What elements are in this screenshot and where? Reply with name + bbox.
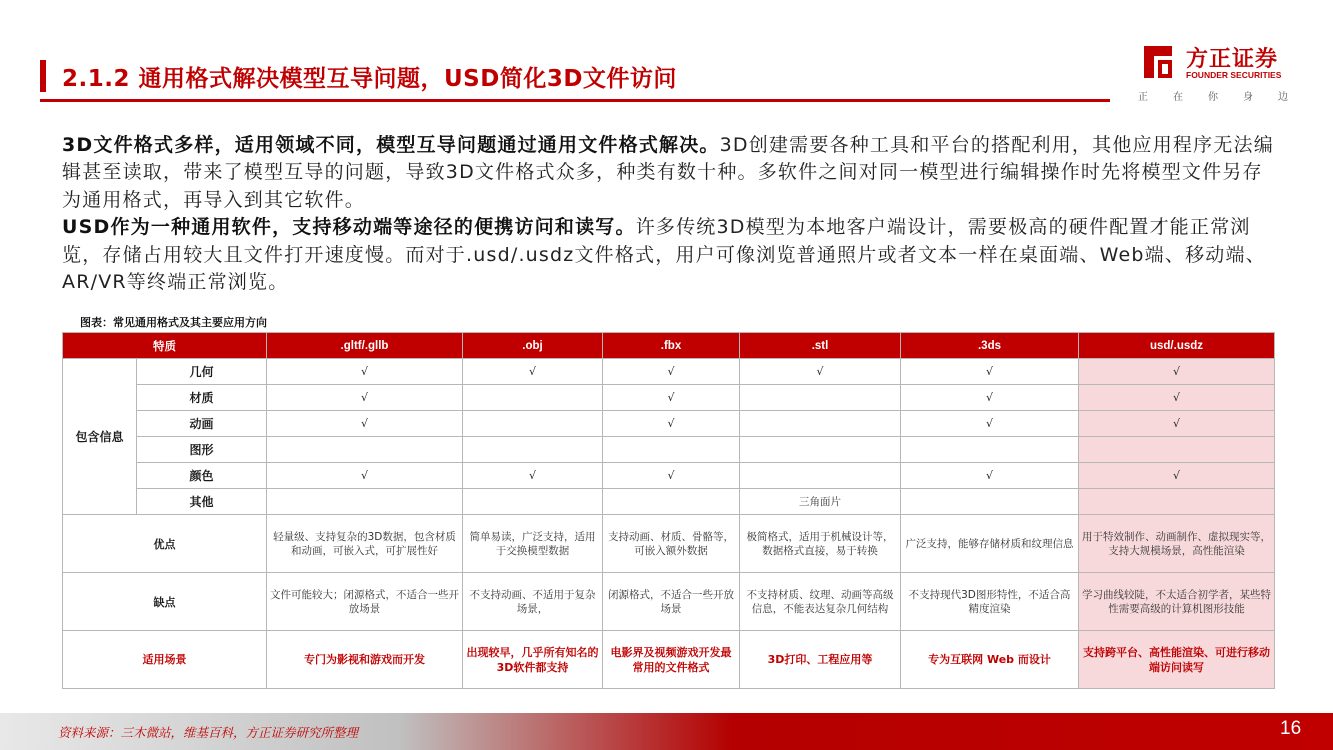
feature-name: 其他 bbox=[137, 489, 267, 515]
table-cell bbox=[603, 489, 740, 515]
header-3ds: .3ds bbox=[901, 333, 1079, 359]
table-cell: √ bbox=[267, 463, 463, 489]
table-cell: 不支持动画、不适用于复杂场景， bbox=[463, 573, 603, 631]
table-cell: √ bbox=[603, 411, 740, 437]
table-cell: √ bbox=[901, 463, 1079, 489]
slogan-char: 你 bbox=[1208, 92, 1218, 103]
table-cell: 三角面片 bbox=[740, 489, 901, 515]
table-cell: √ bbox=[267, 359, 463, 385]
slogan-char: 身 bbox=[1243, 92, 1253, 103]
cons-label: 缺点 bbox=[63, 573, 267, 631]
table-cell bbox=[740, 437, 901, 463]
title-accent-bar bbox=[40, 60, 46, 92]
pros-label: 优点 bbox=[63, 515, 267, 573]
table-cell bbox=[901, 489, 1079, 515]
header-gltf: .gltf/.gllb bbox=[267, 333, 463, 359]
feature-name: 图形 bbox=[137, 437, 267, 463]
paragraph-1 bbox=[62, 132, 1277, 214]
slogan-char: 在 bbox=[1173, 92, 1183, 103]
table-cell-usd: √ bbox=[1079, 385, 1275, 411]
group-label: 包含信息 bbox=[63, 359, 137, 515]
table-cell bbox=[740, 385, 901, 411]
slogan-char: 正 bbox=[1138, 92, 1148, 103]
table-cell bbox=[603, 437, 740, 463]
table-row bbox=[63, 411, 1275, 437]
table-cell bbox=[463, 437, 603, 463]
table-cell: √ bbox=[901, 411, 1079, 437]
paragraph-1-text: 3D创建需要各种工具和平台的搭配利用，其他应用程序无法编辑甚至读取，带来了模型互导的问题，导致3D文件格式众多，种类有数十种。多软件之间对同一模型进行编辑操作时先将模型文件另存为通用格式，再导入到其它软件。 bbox=[62, 134, 1274, 211]
header-usd: usd/.usdz bbox=[1079, 333, 1275, 359]
table-cell: 不支持材质、纹理、动画等高级信息，不能表达复杂几何结构 bbox=[740, 573, 901, 631]
applications-label: 适用场景 bbox=[63, 631, 267, 689]
table-cell: √ bbox=[463, 463, 603, 489]
table-cell-usd bbox=[1079, 489, 1275, 515]
table-cell: 不支持现代3D图形特性，不适合高精度渲染 bbox=[901, 573, 1079, 631]
table-cell bbox=[463, 489, 603, 515]
table-cell bbox=[901, 437, 1079, 463]
figure-label: 图表：常见通用格式及其主要应用方向 bbox=[80, 316, 267, 329]
table-cell: 电影界及视频游戏开发最常用的文件格式 bbox=[603, 631, 740, 689]
table-row bbox=[63, 385, 1275, 411]
table-cell: √ bbox=[603, 463, 740, 489]
page-title: 2.1.2 通用格式解决模型互导问题，USD简化3D文件访问 bbox=[62, 66, 677, 92]
table-cell bbox=[463, 411, 603, 437]
table-cell: 广泛支持，能够存储材质和纹理信息 bbox=[901, 515, 1079, 573]
table-cell: 极简格式，适用于机械设计等，数据格式直接，易于转换 bbox=[740, 515, 901, 573]
founder-logo-icon bbox=[1138, 42, 1178, 82]
table-header-row bbox=[63, 333, 1275, 359]
source-note: 资料来源：三木微站，维基百科，方正证券研究所整理 bbox=[58, 725, 359, 740]
table-cell: √ bbox=[901, 359, 1079, 385]
feature-name: 材质 bbox=[137, 385, 267, 411]
slogan-char: 边 bbox=[1278, 92, 1288, 103]
feature-name: 几何 bbox=[137, 359, 267, 385]
table-cell-usd: √ bbox=[1079, 411, 1275, 437]
table-row bbox=[63, 489, 1275, 515]
table-cell bbox=[267, 437, 463, 463]
table-cell bbox=[267, 489, 463, 515]
logo-name-cn: 方正证券 bbox=[1186, 47, 1279, 72]
logo-slogan bbox=[1138, 88, 1288, 103]
table-cell bbox=[740, 463, 901, 489]
table-cell-usd: 用于特效制作、动画制作、虚拟现实等，支持大规模场景，高性能渲染 bbox=[1079, 515, 1275, 573]
cons-row bbox=[63, 573, 1275, 631]
table-cell: √ bbox=[740, 359, 901, 385]
header-feature: 特质 bbox=[63, 333, 267, 359]
paragraph-1-lead: 3D文件格式多样，适用领域不同，模型互导问题通过通用文件格式解决。 bbox=[62, 134, 720, 156]
paragraph-2-text: 许多传统3D模型为本地客户端设计，需要极高的硬件配置才能正常浏览，存储占用较大且文件打开速度慢。而对于.usd/.usdz文件格式，用户可像浏览普通照片或者文本一样在桌面端、Web端、移动端、AR/VR等终端正常浏览。 bbox=[62, 216, 1266, 294]
table-cell-usd: 支持跨平台、高性能渲染、可进行移动端访问读写 bbox=[1079, 631, 1275, 689]
table-row bbox=[63, 437, 1275, 463]
header-obj: .obj bbox=[463, 333, 603, 359]
table-cell: √ bbox=[603, 359, 740, 385]
table-cell: √ bbox=[267, 411, 463, 437]
table-cell-usd: 学习曲线较陡，不太适合初学者，某些特性需要高级的计算机图形技能 bbox=[1079, 573, 1275, 631]
table-cell: √ bbox=[463, 359, 603, 385]
table-row bbox=[63, 463, 1275, 489]
header-stl: .stl bbox=[740, 333, 901, 359]
table-cell: 出现较早，几乎所有知名的3D软件都支持 bbox=[463, 631, 603, 689]
title-bar bbox=[0, 0, 1333, 105]
table-cell: √ bbox=[901, 385, 1079, 411]
applications-row bbox=[63, 631, 1275, 689]
table-cell-usd bbox=[1079, 437, 1275, 463]
feature-name: 动画 bbox=[137, 411, 267, 437]
table-cell: √ bbox=[603, 385, 740, 411]
header-fbx: .fbx bbox=[603, 333, 740, 359]
table-cell: 专为互联网 Web 而设计 bbox=[901, 631, 1079, 689]
pros-row bbox=[63, 515, 1275, 573]
table-cell-usd: √ bbox=[1079, 359, 1275, 385]
table-cell bbox=[740, 411, 901, 437]
body-text bbox=[62, 132, 1277, 296]
table-cell: 闭源格式，不适合一些开放场景 bbox=[603, 573, 740, 631]
table-cell: 专门为影视和游戏而开发 bbox=[267, 631, 463, 689]
table-cell: 3D打印、工程应用等 bbox=[740, 631, 901, 689]
paragraph-2-lead: USD作为一种通用软件，支持移动端等途径的便携访问和读写。 bbox=[62, 216, 636, 239]
founder-securities-logo bbox=[1138, 42, 1313, 102]
title-underline bbox=[40, 99, 1110, 102]
table-row bbox=[63, 359, 1275, 385]
paragraph-2 bbox=[62, 214, 1277, 296]
table-cell: 简单易读，广泛支持，适用于交换模型数据 bbox=[463, 515, 603, 573]
feature-name: 颜色 bbox=[137, 463, 267, 489]
page-number: 16 bbox=[1280, 718, 1302, 739]
format-comparison-table bbox=[62, 332, 1275, 689]
table-cell: 轻量级、支持复杂的3D数据，包含材质和动画，可嵌入式，可扩展性好 bbox=[267, 515, 463, 573]
table-cell bbox=[463, 385, 603, 411]
table-cell: 支持动画、材质、骨骼等，可嵌入额外数据 bbox=[603, 515, 740, 573]
table-cell: 文件可能较大；闭源格式，不适合一些开放场景 bbox=[267, 573, 463, 631]
table-cell-usd: √ bbox=[1079, 463, 1275, 489]
table-cell: √ bbox=[267, 385, 463, 411]
logo-name-en: FOUNDER SECURITIES bbox=[1186, 70, 1282, 80]
